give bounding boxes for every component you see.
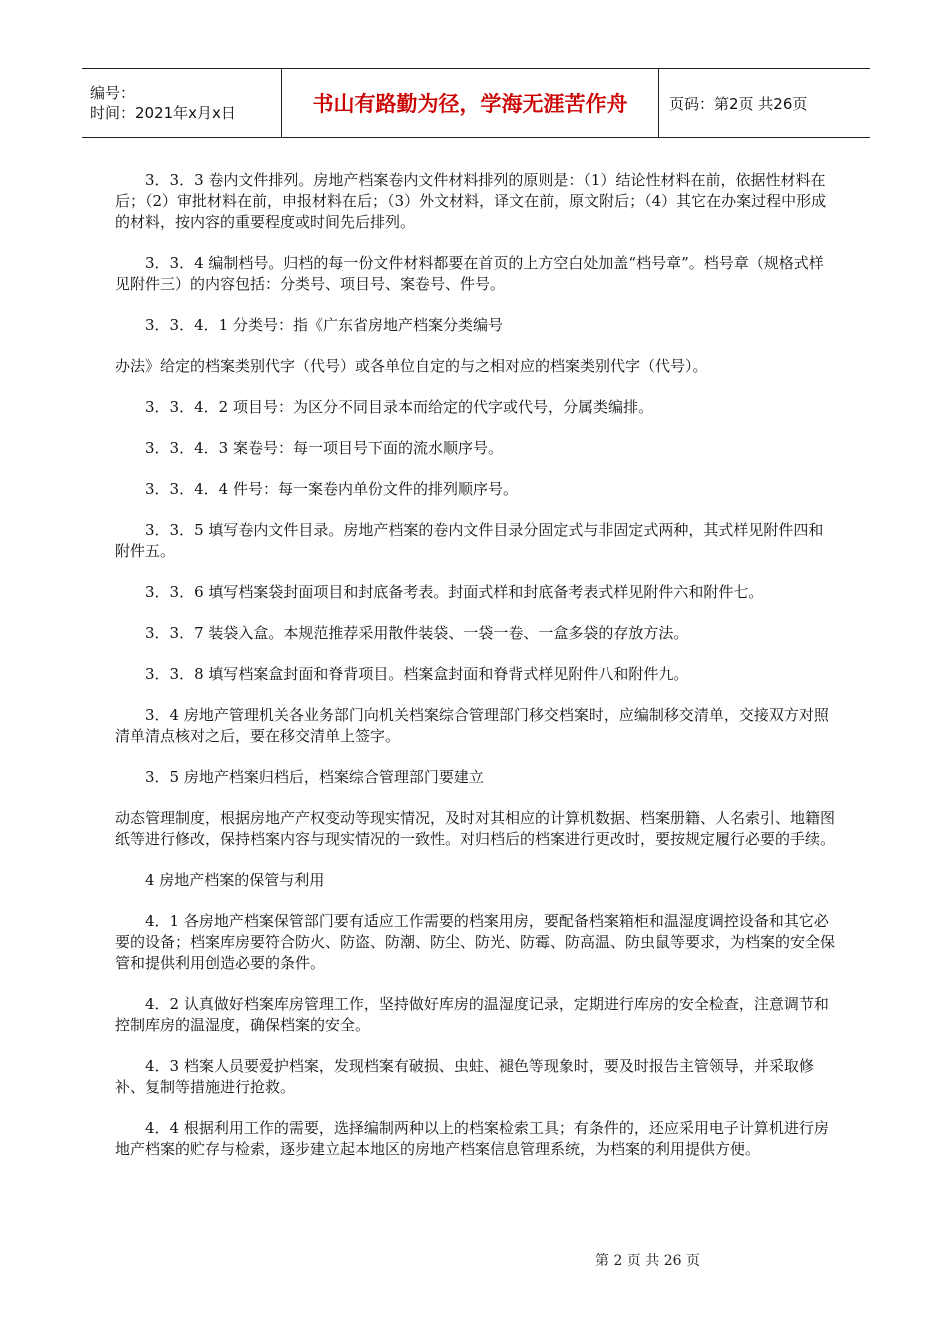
paragraph: 办法》给定的档案类别代字（代号）或各单位自定的与之相对应的档案类别代字（代号）。 <box>115 357 708 375</box>
motto-text: 书山有路勤为径，学海无涯苦作舟 <box>312 92 628 116</box>
paragraph: 4．1 各房地产档案保管部门要有适应工作需要的档案用房，要配备档案箱柜和温湿度调控设备和其它必要的设备；档案库房要符合防火、防盗、防潮、防尘、防光、防霉、防高温、防虫鼠等要求，为档案的安全保管和提供利用创造必要的条件。 <box>115 912 836 972</box>
paragraph: 3．4 房地产管理机关各业务部门向机关档案综合管理部门移交档案时，应编制移交清单，交接双方对照清单清点核对之后，要在移交清单上签字。 <box>115 706 829 745</box>
document-number-label: 编号： <box>90 84 136 102</box>
paragraph: 3．5 房地产档案归档后，档案综合管理部门要建立 <box>145 768 484 786</box>
paragraph: 3．3．6 填写档案袋封面项目和封底备考表。封面式样和封底备考表式样见附件六和附件七。 <box>145 583 764 601</box>
document-body <box>115 170 837 1180</box>
header-motto <box>282 69 659 137</box>
paragraph: 动态管理制度，根据房地产产权变动等现实情况，及时对其相应的计算机数据、档案册籍、人名索引、地籍图纸等进行修改，保持档案内容与现实情况的一致性。对归档后的档案进行更改时，要按规定履行必要的手续。 <box>115 809 836 848</box>
paragraph: 3．3．5 填写卷内文件目录。房地产档案的卷内文件目录分固定式与非固定式两种，其式样见附件四和附件五。 <box>115 521 824 560</box>
paragraph: 4．3 档案人员要爱护档案，发现档案有破损、虫蛀、褪色等现象时，要及时报告主管领导，并采取修补、复制等措施进行抢救。 <box>115 1057 814 1096</box>
page-info-text: 页码：第2页 共26页 <box>669 94 808 113</box>
paragraph: 3．3．8 填写档案盒封面和脊背项目。档案盒封面和脊背式样见附件八和附件九。 <box>145 665 689 683</box>
paragraph: 3．3．7 装袋入盒。本规范推荐采用散件装袋、一袋一卷、一盒多袋的存放方法。 <box>145 624 689 642</box>
paragraph: 4．4 根据利用工作的需要，选择编制两种以上的档案检索工具；有条件的，还应采用电子计算机进行房地产档案的贮存与检索，逐步建立起本地区的房地产档案信息管理系统，为档案的利用提供方便。 <box>115 1119 829 1158</box>
paragraph: 3．3．4．4 件号：每一案卷内单份文件的排列顺序号。 <box>145 480 518 498</box>
paragraph: 4．2 认真做好档案库房管理工作，坚持做好库房的温湿度记录，定期进行库房的安全检查，注意调节和控制库房的温湿度，确保档案的安全。 <box>115 995 829 1034</box>
paragraph: 3．3．4．2 项目号：为区分不同目录本而给定的代字或代号，分属类编排。 <box>145 398 653 416</box>
document-time: 时间：2021年x月x日 <box>90 104 236 122</box>
footer-page-number: 第 2 页 共 26 页 <box>595 1253 700 1269</box>
paragraph: 3．3．3 卷内文件排列。房地产档案卷内文件材料排列的原则是：（1）结论性材料在前，依据性材料在后；（2）审批材料在前，申报材料在后；（3）外文材料，译文在前，原文附后；（4）其它在办案过程中形成的材料，按内容的重要程度或时间先后排列。 <box>115 171 827 231</box>
page-footer <box>595 1250 795 1270</box>
paragraph: 3．3．4．1 分类号：指《广东省房地产档案分类编号 <box>145 316 503 334</box>
document-header <box>82 68 870 138</box>
header-meta <box>82 69 282 137</box>
paragraph: 3．3．4 编制档号。归档的每一份文件材料都要在首页的上方空白处加盖“档号章”。档号章（规格式样见附件三）的内容包括：分类号、项目号、案卷号、件号。 <box>115 254 824 293</box>
header-page-info <box>659 69 870 137</box>
paragraph: 3．3．4．3 案卷号：每一项目号下面的流水顺序号。 <box>145 439 503 457</box>
section-heading: 4 房地产档案的保管与利用 <box>145 871 325 889</box>
